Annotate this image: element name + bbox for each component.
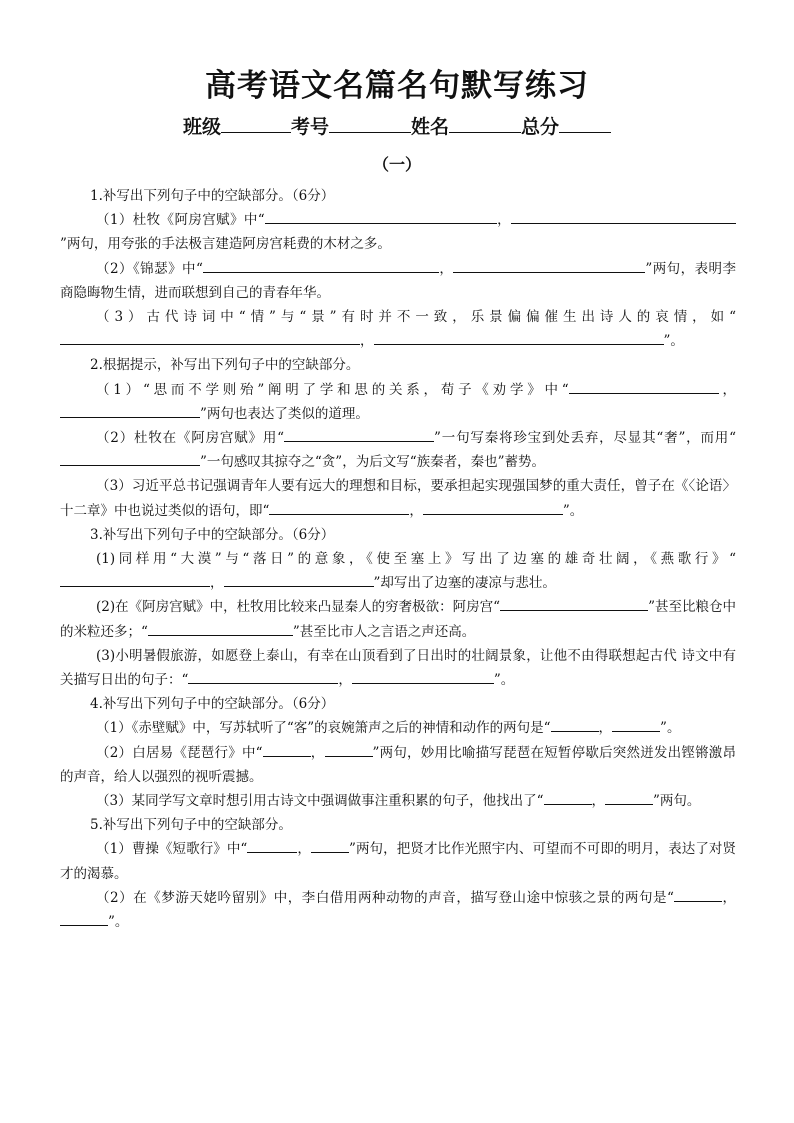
answer-blank[interactable] bbox=[511, 209, 736, 224]
class-field[interactable] bbox=[221, 114, 291, 133]
sub-question: （3）古代诗词中“情”与“景”有时并不一致，乐景偏偏催生出诗人的哀情，如“， ”。 bbox=[60, 305, 736, 353]
sub-question: （2）白居易《琵琶行》中“ ， ”两句，妙用比喻描写琵琶在短暂停歇后突然迸发出铿锵激昂的声音，给人以强烈的视听震撼。 bbox=[60, 741, 736, 789]
exam-no-label: 考号 bbox=[290, 116, 329, 138]
answer-blank[interactable] bbox=[423, 500, 563, 515]
answer-blank[interactable] bbox=[311, 838, 349, 853]
sub-question: （1）曹操《短歌行》中“ ， ”两句，把贤才比作光照宇内、可望而不可即的明月，表达了对贤才的渴慕。 bbox=[60, 837, 736, 885]
answer-blank[interactable] bbox=[325, 742, 373, 757]
answer-blank[interactable] bbox=[674, 887, 722, 902]
answer-blank[interactable] bbox=[569, 379, 719, 394]
score-field[interactable] bbox=[559, 114, 611, 133]
answer-blank[interactable] bbox=[60, 403, 200, 418]
question-stem: 5.补写出下列句子中的空缺部分。 bbox=[90, 817, 292, 834]
answer-blank[interactable] bbox=[374, 330, 664, 345]
answer-blank[interactable] bbox=[247, 838, 297, 853]
sub-question: (1)同样用“大漠”与“落日”的意象，《使至塞上》写出了边塞的雄奇壮阔，《燕歌行》“， ”却写出了边塞的凄凉与悲壮。 bbox=[60, 547, 736, 595]
page-title: 高考语文名篇名句默写练习 bbox=[205, 68, 589, 104]
sub-question: （1）“思而不学则殆”阐明了学和思的关系，荀子《劝学》中“ ，”两句也表达了类似的道理。 bbox=[60, 378, 736, 426]
sub-question: （1）杜牧《阿房宫赋》中“ ，”两句，用夸张的手法极言建造阿房宫耗费的木材之多。 bbox=[60, 208, 736, 256]
name-field[interactable] bbox=[449, 114, 521, 133]
exam-no-field[interactable] bbox=[329, 114, 411, 133]
answer-blank[interactable] bbox=[203, 258, 439, 273]
sub-question: （2）《锦瑟》中“ ， ”两句，表明李商隐晦物生情，进而联想到自己的青春年华。 bbox=[60, 257, 736, 305]
sub-question: (2)在《阿房宫赋》中，杜牧用比较来凸显秦人的穷奢极欲：阿房宫“ ”甚至比粮仓中的米粒还多；“ ”甚至比市人之言语之声还高。 bbox=[60, 595, 736, 643]
sub-question: （3）某同学写文章时想引用古诗文中强调做事注重积累的句子，他找出了“ ， ”两句。 bbox=[60, 789, 736, 813]
answer-blank[interactable] bbox=[265, 209, 497, 224]
question-stem: 1.补写出下列句子中的空缺部分。（6分） bbox=[90, 188, 335, 204]
sub-question: （3）习近平总书记强调青年人要有远大的理想和目标，要承担起实现强国梦的重大责任，曾子在《〈论语〉十二章》中也说过类似的语句，即“ ， ”。 bbox=[60, 478, 736, 519]
answer-blank[interactable] bbox=[60, 572, 210, 587]
sub-question: （2）杜牧在《阿房宫赋》用“ ”一句写秦将珍宝到处丢弃，尽显其“奢”，而用“”一句感叹其掠夺之“贪”，为后文写“族秦者，秦也”蓄势。 bbox=[60, 426, 736, 474]
answer-blank[interactable] bbox=[148, 621, 293, 636]
answer-blank[interactable] bbox=[60, 451, 200, 466]
answer-blank[interactable] bbox=[612, 717, 660, 732]
question-stem: 2.根据提示，补写出下列句子中的空缺部分。 bbox=[90, 357, 360, 374]
score-label: 总分 bbox=[521, 116, 560, 138]
answer-blank[interactable] bbox=[352, 669, 494, 684]
answer-blank[interactable] bbox=[551, 717, 599, 732]
class-label: 班级 bbox=[182, 116, 221, 138]
question-stem: 3.补写出下列句子中的空缺部分。（6分） bbox=[90, 526, 335, 543]
answer-blank[interactable] bbox=[60, 911, 108, 926]
student-info-line bbox=[0, 112, 794, 139]
answer-blank[interactable] bbox=[188, 669, 338, 684]
answer-blank[interactable] bbox=[544, 790, 592, 805]
question-stem: 4.补写出下列句子中的空缺部分。（6分） bbox=[90, 696, 335, 713]
section-heading: （一） bbox=[372, 155, 421, 174]
answer-blank[interactable] bbox=[60, 330, 360, 345]
answer-blank[interactable] bbox=[453, 258, 645, 273]
sub-question: (3)小明暑假旅游，如愿登上泰山，有幸在山顶看到了日出时的壮阔景象，让他不由得联想起古代 诗文中有关描写日出的句子：“ ， ”。 bbox=[60, 647, 736, 689]
sub-question: （1）《赤壁赋》中，写苏轼听了“客”的哀婉箫声之后的神情和动作的两句是“ ， ”。 bbox=[60, 716, 736, 740]
answer-blank[interactable] bbox=[263, 742, 311, 757]
name-label: 姓名 bbox=[411, 116, 450, 138]
answer-blank[interactable] bbox=[269, 500, 409, 515]
answer-blank[interactable] bbox=[500, 596, 648, 611]
exercise-body bbox=[60, 184, 736, 934]
answer-blank[interactable] bbox=[284, 427, 434, 442]
answer-blank[interactable] bbox=[224, 572, 374, 587]
sub-question: （2）在《梦游天姥吟留别》中，李白借用两种动物的声音，描写登山途中惊骇之景的两句是“ ，”。 bbox=[60, 886, 736, 934]
answer-blank[interactable] bbox=[605, 790, 653, 805]
